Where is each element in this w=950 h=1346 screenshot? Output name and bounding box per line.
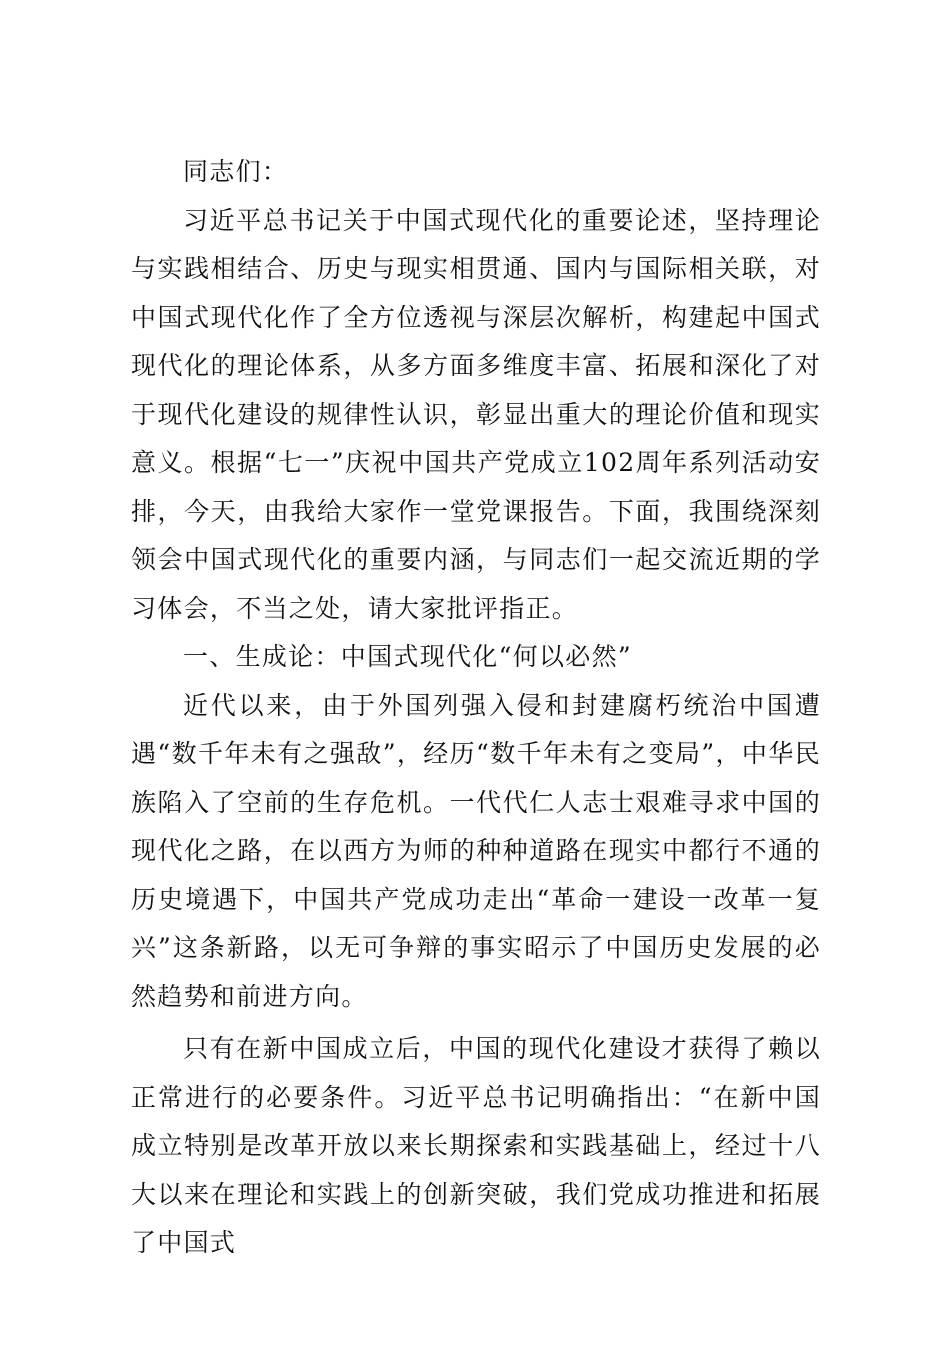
body-paragraph: 近代以来，由于外国列强入侵和封建腐朽统治中国遭遇“数千年未有之强敌”，经历“数千年未有之变局”，中华民族陷入了空前的生存危机。一代代仁人志士艰难寻求中国的现代化之路，在以西方为师的种种道路在现实中都行不通的历史境遇下，中国共产党成功走出“革命一建设一改革一复兴”这条新路，以无可争辩的事实昭示了中国历史发展的必然趋势和前进方向。 bbox=[131, 690, 821, 1011]
salutation: 同志们： bbox=[183, 157, 289, 186]
intro-paragraph: 习近平总书记关于中国式现代化的重要论述，坚持理论与实践相结合、历史与现实相贯通、国内与国际相关联，对中国式现代化作了全方位透视与深层次解析，构建起中国式现代化的理论体系，从多方面多维度丰富、拓展和深化了对于现代化建设的规律性认识，彰显出重大的理论价值和现实意义。根据“七一”庆祝中国共产党成立102周年系列活动安排，今天，由我给大家作一堂党课报告。下面，我围绕深刻领会中国式现代化的重要内涵，与同志们一起交流近期的学习体会，不当之处，请大家批评指正。 bbox=[131, 205, 821, 623]
body-paragraph: 只有在新中国成立后，中国的现代化建设才获得了赖以正常进行的必要条件。习近平总书记明确指出：“在新中国成立特别是改革开放以来长期探索和实践基础上，经过十八大以来在理论和实践上的创新突破，我们党成功推进和拓展了中国式 bbox=[131, 1034, 821, 1257]
section-heading: 一、生成论：中国式现代化“何以必然” bbox=[183, 642, 632, 671]
document-body bbox=[131, 148, 821, 1268]
